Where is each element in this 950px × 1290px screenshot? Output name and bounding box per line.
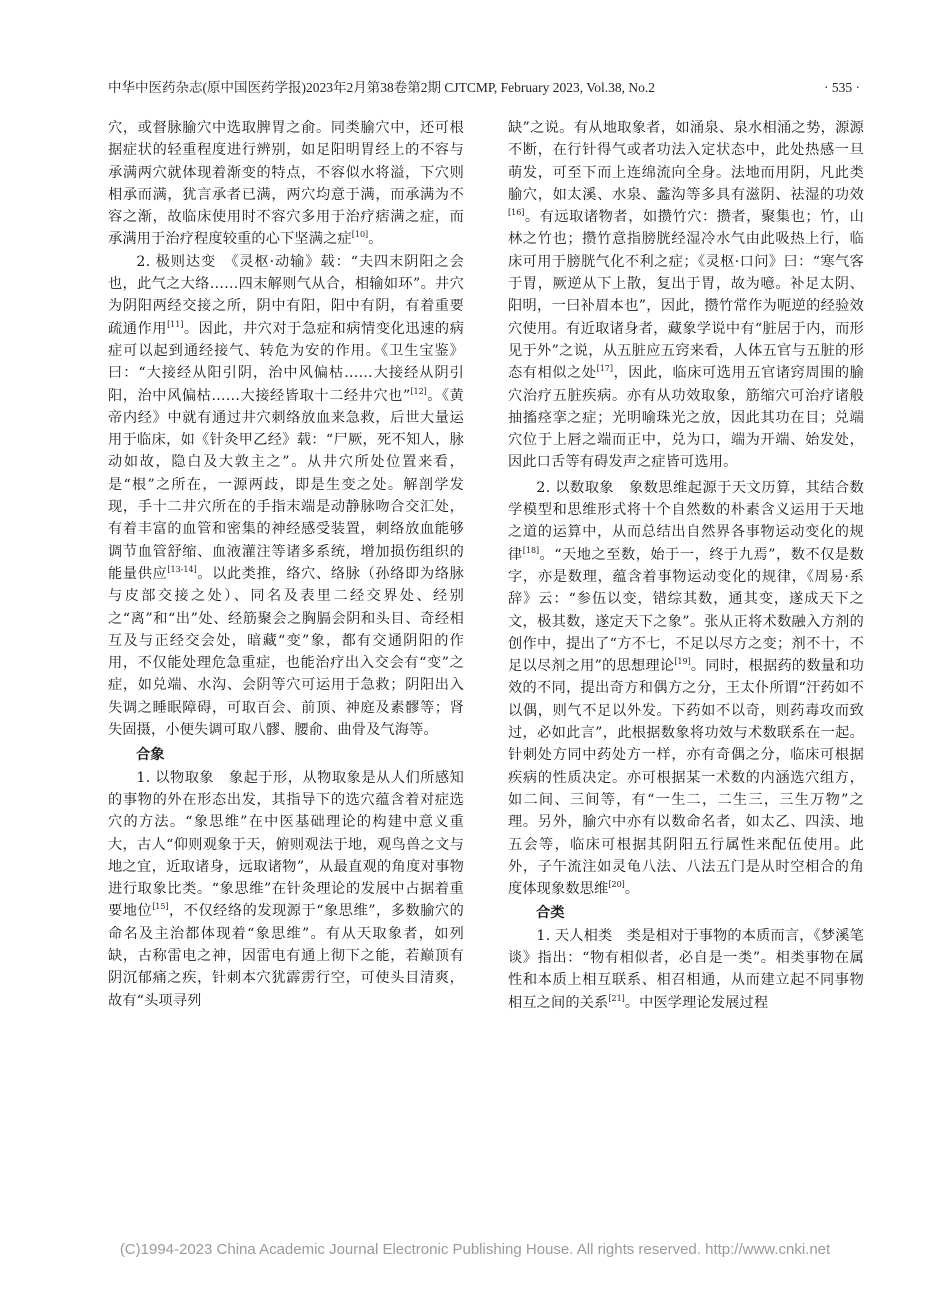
paragraph-jizedabian: 2. 极则达变 《灵枢·动输》载：“夫四末阴阳之会也，此气之大络……四末解则气从合，相输如环”。井穴为阴阳两经交接之所，阴中有阳，阳中有阴，有着重要疏通作用[11]。因此，井穴对于急症和病情变化迅速的病症可以起到通经接气、转危为安的作用。《卫生宝鉴》曰：“大接经从阳引阴，治中风偏枯……大接经从阴引阳，治中风偏枯……大接经皆取十二经井穴也”[12]。《黄帝内经》中就有通过井穴刺络放血来急救，后世大量运用于临床，如《针灸甲乙经》载：“尸厥，死不知人，脉动如故，隐白及大敦主之”。从井穴所处位置来看，是“根”之所在，一源两歧，即是生变之处。解剖学发现，手十二井穴所在的手指末端是动静脉吻合交汇处，有着丰富的血管和密集的神经感受装置，刺络放血能够调节血管舒缩、血液灌注等诸多系统，增加损伤组织的能量供应[13-14]。以此类推，络穴、络脉（孙络即为络脉与皮部交接之处）、同名及表里二经交界处、经别之“离”和“出”处、经筋聚会之胸膈会阴和头目、奇经相互及与正经交会处，暗藏“变”象，都有交通阴阳的作用，不仅能处理危急重症，也能治疗出入交会有“变”之症，如兑端、水沟、会阴等穴可运用于急救；阴阳出入失调之睡眠障碍，可取百会、前顶、神庭及素髎等；肾失固摄，小便失调可取八髎、腰俞、曲骨及气海等。 <box>108 253 464 739</box>
citation-ref[interactable]: [18] <box>522 545 540 555</box>
citation-ref[interactable]: [20] <box>608 880 625 890</box>
paragraph-yishuquxiang: 2. 以数取象 象数思维起源于天文历算，其结合数学模型和思维形式将十个自然数的朴素含义运用于天地之道的运算中，从而总结出自然界各事物运动变化的规律[18]。“天地之至数，始于一，终于九焉”，数不仅是数字，亦是数理，蕴含着事物运动变化的规律，《周易·系辞》云：“参伍以变，错综其数，通其变，遂成天下之文，极其数，遂定天下之象”。张从正将术数融入方剂的创作中，提出了“方不七，不足以尽方之变；剂不十，不足以尽剂之用”的思想理论[19]。同时，根据药的数量和功效的不同，提出奇方和偶方之分，王太仆所谓“汗药如不以偶，则气不足以外发。下药如不以奇，则药毒攻而致过，必如此言”，此根据数象将功效与术数联系在一起。针刺处方同中药处方一样，亦有奇偶之分，临床可根据疾病的性质决定。亦可根据某一术数的内涵选穴组方，如二间、三间等，有“一生二，二生三，三生万物”之理。另外，腧穴中亦有以数命名者，如太乙、四渎、地五会等，临床可根据其阴阳五行属性来配伍使用。此外，子午流注如灵龟八法、八法五门是从时空相合的角度体现象数思维[20]。 <box>508 479 864 898</box>
citation-ref[interactable]: [16] <box>508 208 525 218</box>
citation-ref[interactable]: [13-14] <box>167 564 197 574</box>
paragraph-continued: 穴，或督脉腧穴中选取脾胃之俞。同类腧穴中，还可根据症状的轻重程度进行辨别，如足阳明胃经上的不容与承满两穴就体现着渐变的特点，不容似水将溢，下穴则相承而满，犹言承者已满，两穴均意于满，而承满为不容之渐，故临床使用时不容穴多用于治疗痞满之症，而承满用于治疗程度较重的心下坚满之症[10]。 <box>108 120 464 248</box>
copyright-footer: (C)1994-2023 China Academic Journal Electronic Publishing House. All rights reserved. http://www.cnki.net <box>119 1241 831 1258</box>
right-column <box>508 117 864 1014</box>
citation-ref[interactable]: [15] <box>152 902 169 912</box>
citation-ref[interactable]: [19] <box>674 657 691 667</box>
citation-ref[interactable]: [10] <box>351 230 369 240</box>
citation-ref[interactable]: [11] <box>167 319 184 329</box>
citation-ref[interactable]: [12] <box>410 386 427 396</box>
paragraph-continued: 缺”之说。有从地取象者，如涌泉、泉水相涌之势，源源不断，在行针得气或者功法入定状态中，此处热感一旦萌发，可至下而上连绵流向全身。法地而用阴，凡此类腧穴，如太溪、水泉、蠡沟等多具有滋阴、祛湿的功效[16]。有远取诸物者，如攒竹穴：攒者，聚集也；竹，山林之竹也；攒竹意指膀胱经湿冷水气由此吸热上行，临床可用于膀胱气化不利之症；《灵枢·口问》曰：“寒气客于胃，厥逆从下上散，复出于胃，故为噫。补足太阴、阳明，一曰补眉本也”，因此，攒竹常作为呃逆的经验效穴使用。有近取诸身者，藏象学说中有“脏居于内，而形见于外”之说，从五脏应五窍来看，人体五官与五脏的形态有相似之处[17]，因此，临床可选用五官诸窍周围的腧穴治疗五脏疾病。亦有从功效取象，筋缩穴可治疗诸般抽搐痉挛之症；光明喻珠光之放，因此其功在目；兑端穴位于上唇之端而正中，兑为口，端为开端、始发处，因此口舌等有碍发声之症皆可选用。 <box>508 120 864 471</box>
journal-citation: 中华中医药杂志(原中国医药学报)2023年2月第38卷第2期 CJTCMP, February 2023, Vol.38, No.2 <box>108 80 656 95</box>
section-heading-hexiang: 合象 <box>136 747 165 764</box>
section-heading-helei: 合类 <box>536 905 565 922</box>
citation-ref[interactable]: [17] <box>596 364 614 374</box>
left-column <box>108 117 464 1012</box>
paragraph-yiwuquxiang: 1. 以物取象 象起于形，从物取象是从人们所感知的事物的外在形态出发，其指导下的选穴蕴含着对症选穴的方法。“象思维”在中医基础理论的构建中意义重大，古人“仰则观象于天，俯则观法于地，观鸟兽之文与地之宜，近取诸身，远取诸物”，从最直观的角度对事物进行取象比类。“象思维”在针灸理论的发展中占据着重要地位[15]，不仅经络的发现源于“象思维”，多数腧穴的命名及主治都体现着“象思维”。有从天取象者，如列缺，古称雷电之神，因雷电有通上彻下之能，若巅顶有阴沉郁痛之疾，针刺本穴犹霹雳行空，可使头目清爽，故有“头项寻列 <box>108 769 464 1009</box>
citation-ref[interactable]: [21] <box>608 993 625 1003</box>
paragraph-tianrenxianglei: 1. 天人相类 类是相对于事物的本质而言，《梦溪笔谈》指出：“物有相似者，必自是一类”。相类事物在属性和本质上相互联系、相召相通，从而建立起不同事物相互之间的关系[21]。中医学理论发展过程 <box>508 927 864 1011</box>
page-number: · 535 · <box>824 80 860 95</box>
